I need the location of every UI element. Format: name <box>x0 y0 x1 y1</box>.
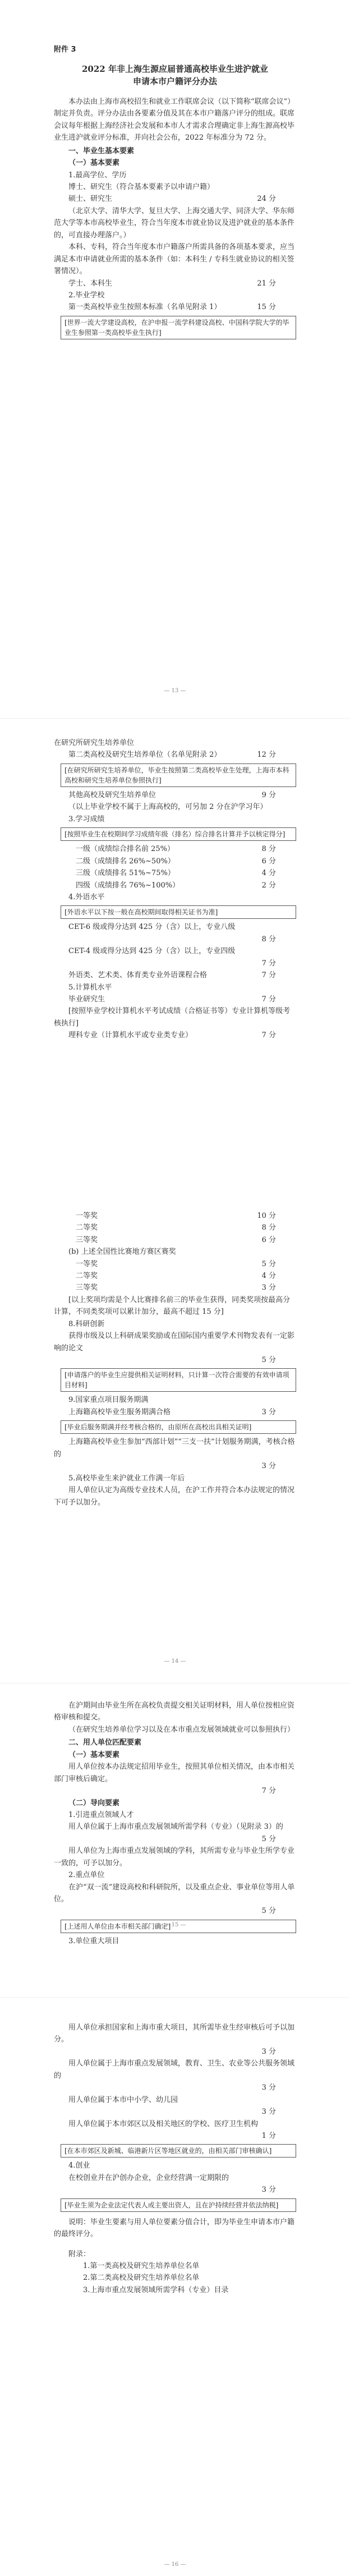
paragraph: 用人单位承担国家和上海市重大项目，其所需毕业生经审核后可予以加分。 <box>54 2023 295 2044</box>
item-school-title: 2.毕业学校 <box>68 291 105 300</box>
paragraph: 在沪“双一流”建设高校和科研院所，以及重点企业、事业单位等用人单位。 <box>54 1883 295 1903</box>
section-heading-graduate: 一、毕业生基本要素 <box>68 146 135 155</box>
paragraph: 在校创业并在沪创办企业，企业经营满一定期限的 <box>68 2173 229 2182</box>
score-row: 7 分 <box>261 1787 276 1796</box>
score-row: 三等奖 3 分 <box>76 1284 276 1292</box>
paragraph: 在沪期间由毕业生所在高校负责提交相关证明材料，用人单位按相应资格审核和提交。 <box>54 1701 295 1722</box>
document-title-line-1: 2022 年非上海生源应届普通高校毕业生进沪就业 <box>82 64 268 75</box>
score-row: 8 分 <box>261 935 276 944</box>
item-grades-title: 3.学习成绩 <box>68 815 105 824</box>
score-row: 一等奖 10 分 <box>76 1211 276 1220</box>
score-row: 上海籍高校毕业生服务期满合格 3 分 <box>68 1407 276 1416</box>
score-row: 四级（成绩排名 76%~100%） 2 分 <box>76 881 276 890</box>
paragraph: （以上毕业学校不属于上海高校的，可另加 2 分在沪学习年） <box>68 803 268 812</box>
paragraph: 获得市级及以上科研成果奖励或在国际国内重要学术刊物发表有一定影响的论文 <box>54 1332 295 1353</box>
paragraph: (b) 上述全国性比赛地方赛区赛奖 <box>68 1248 176 1257</box>
paragraph: 用人单位属于上海市重点发展领域所需学科（专业）（见附录 3）的 <box>68 1823 283 1832</box>
document-title-line-2: 申请本市户籍评分办法 <box>132 76 217 87</box>
subsection-basic: （一）基本要素 <box>68 159 120 168</box>
item-language-title: 4.外语水平 <box>68 893 105 901</box>
paragraph: CET-4 级或得分达到 425 分（含）以上，专业四级 <box>68 947 236 956</box>
paragraph: 用人单位属于上海市重点发展领域，教育、卫生、农业等公共服务领域的 <box>54 2059 295 2080</box>
boxed-note: [毕业后服务期满并经考核合格的，由原所在高校出具相关证明] <box>61 1420 296 1434</box>
score-row: 其他高校及研究生培养单位 9 分 <box>68 790 276 799</box>
score-row: 硕士、研究生 24 分 <box>68 195 276 204</box>
paragraph: 用人单位按本办法规定招用毕业生，按照其单位相关情况，由本市相关部门审核后确定。 <box>54 1763 295 1783</box>
paragraph: 5.高校毕业生来沪就业工作满一年后 <box>68 1474 185 1483</box>
score-row: 二等奖 4 分 <box>76 1271 276 1280</box>
item-service-title: 9.国家重点项目服务期满 <box>68 1396 149 1405</box>
score-row: 第一类高校毕业生按照本标准（名单见附录 1） 15 分 <box>68 303 276 312</box>
page-number: — 13 — <box>164 687 186 694</box>
paragraph: 上海籍高校毕业生参加“西部计划”“三支一扶”计划服务期满，考核合格的 <box>54 1438 295 1459</box>
section-heading-employer: 二、用人单位匹配要素 <box>68 1738 142 1747</box>
attachment-label: 附件 3 <box>54 45 76 54</box>
page-number: — 15 — <box>164 1921 186 1928</box>
appendix-item: 2.第二类高校及研究生培养单位名单 <box>83 2274 200 2283</box>
score-row: 7 分 <box>261 959 276 968</box>
score-row: 一等奖 5 分 <box>76 1259 276 1268</box>
page-number: — 14 — <box>164 1658 186 1664</box>
score-row: 5 分 <box>261 1907 276 1916</box>
score-row: 一级（成绩综合排名前 25%） 8 分 <box>76 845 276 854</box>
item-key-field-title: 1.引进重点领域人才 <box>68 1810 134 1819</box>
score-row: 博士、研究生（符合基本要素予以申请户籍） <box>68 183 215 191</box>
explanation-paragraph: 说明：毕业生要素与用人单位要素分值合计，即为毕业生申请本市户籍的最终评分。 <box>54 2218 295 2239</box>
intro-paragraph: 本办法由上海市高校招生和就业工作联席会议（以下简称“联席会议”）制定并负责。评分办法由各要素分值及其在本市户籍落户评分的组成。联席会议每年根据上海经济社会发展和本市人才需求合理确定非上海生源高校毕业生进沪就业评分标准，并向社会公布，2022 年标准分为 72 分。 <box>54 97 295 142</box>
item-major-project-title: 3.单位重大项目 <box>68 1936 119 1945</box>
score-row: 二等奖 8 分 <box>76 1223 276 1232</box>
score-row: 毕业研究生 7 分 <box>68 995 276 1004</box>
boxed-note: [外语水平以下按一般在高校期间取得相关证书为准] <box>61 905 296 919</box>
score-row: 3 分 <box>261 2083 276 2092</box>
subsection-basic-employer: （一）基本要素 <box>68 1750 120 1759</box>
boxed-note: [上述用人单位由本市相关部门确定] <box>61 1920 296 1933</box>
paragraph: 用人单位认定为高级专业技术人员，在沪工作并符合本办法规定的情况下可予以加分。 <box>54 1486 295 1507</box>
score-row: 5 分 <box>261 1834 276 1843</box>
score-row: 3 分 <box>261 2186 276 2195</box>
item-research-title: 8.科研创新 <box>68 1319 105 1328</box>
score-row: 1 分 <box>261 2131 276 2140</box>
paragraph: 本科、专科，符合当年度本市户籍落户所需具备的各项基本要求，应当满足本市申请就业所需的基本条件（如：本科生 / 专科生就业协议的相关签署情况）。 <box>54 243 295 276</box>
item-computer-title: 5.计算机水平 <box>68 983 112 992</box>
boxed-note: [世界一流大学建设高校，在沪申报一流学科建设高校、中国科学院大学的毕业生参照第一类高校毕业生执行] <box>61 316 296 339</box>
page-divider <box>0 1997 350 1998</box>
score-row: 三等奖 6 分 <box>76 1235 276 1244</box>
page-divider <box>0 718 350 719</box>
score-row: 外语类、艺术类、体育类专业外语课程合格 7 分 <box>68 971 276 980</box>
blank-space <box>54 1042 296 1210</box>
sheet-4 <box>0 2014 350 2575</box>
boxed-note: [在本市郊区及新城、临港新片区等地区就业的，由相关部门审核确认] <box>61 2144 296 2158</box>
score-row: 二级（成绩排名 26%~50%） 6 分 <box>76 857 276 866</box>
appendix-title: 附录： <box>68 2250 91 2258</box>
sheet-1 <box>0 0 350 701</box>
paragraph: 在研究所研究生培养单位 <box>54 739 135 747</box>
appendix-item: 1.第一类高校及研究生培养单位名单 <box>83 2262 200 2270</box>
sheet-2 <box>0 729 350 1672</box>
paragraph: （在研究生培养单位学习以及在本市重点发展领域就业可以参照执行） <box>68 1725 295 1734</box>
paragraph: CET-6 级或得分达到 425 分（含）以上，专业八级 <box>68 923 236 932</box>
score-row: 学士、本科生 21 分 <box>68 279 276 288</box>
score-row: 三级（成绩排名 51%~75%） 4 分 <box>76 869 276 878</box>
boxed-note: [毕业生须为企业法定代表人或主要出资人，且在沪持续经营并依法纳税] <box>61 2198 296 2212</box>
item-startup-title: 4.创业 <box>68 2161 90 2170</box>
paragraph: 用人单位为上海市重点发展领域的学科，其所需专业与毕业生所学专业一致的，可予以加分。 <box>54 1847 295 1867</box>
paragraph: [以上奖项均需是个人比赛排名前三的毕业生获得，同类奖项按最高分计算，不同类奖项可以累计加分，最高不超过 15 分] <box>54 1295 291 1317</box>
page-number: — 16 — <box>164 2561 186 2568</box>
score-row: 3 分 <box>261 2108 276 2117</box>
appendix-item: 3.上海市重点发展领域所需学科（专业）目录 <box>83 2285 229 2294</box>
item-key-unit-title: 2.重点单位 <box>68 1871 105 1880</box>
item-degree-title: 1.最高学位、学历 <box>68 171 127 180</box>
paragraph: [按照毕业学校计算机水平考试成绩（合格证书等）专业计算机等级考核执行] <box>54 1007 291 1028</box>
paragraph: 用人单位属于本市郊区以及相关地区的学校、医疗卫生机构 <box>68 2119 259 2128</box>
paragraph: （北京大学、清华大学、复旦大学、上海交通大学、同济大学、华东师范大学等本市高校毕业生，符合当年度本市就业协议及进沪就业的基本条件的，可直接办理落户。） <box>54 206 295 240</box>
subsection-guidance: （二）导向要素 <box>68 1798 120 1807</box>
sheet-3 <box>0 1694 350 1945</box>
score-row: 3 分 <box>261 1462 276 1471</box>
boxed-note: [按照毕业生在校期间学习成绩年级（排名）综合排名计算并予以核定得分] <box>61 827 296 841</box>
score-row: 3 分 <box>261 2047 276 2056</box>
score-row: 5 分 <box>261 1356 276 1364</box>
score-row: 第二类高校及研究生培养单位（名单见附录 2） 12 分 <box>68 751 276 760</box>
boxed-note: [申请落户的毕业生应提供相关证明材料，只计算一次符合需要的有效申请项目材料] <box>61 1368 296 1392</box>
score-row: 理科专业（计算机水平或专业类专业） 7 分 <box>68 1031 276 1040</box>
boxed-note: [在研究所研究生培养单位，毕业生按照第二类高校毕业生处理，上海市本科高校和研究生培养单位参照执行] <box>61 763 296 787</box>
paragraph: 用人单位属于本市中小学、幼儿园 <box>68 2095 178 2104</box>
